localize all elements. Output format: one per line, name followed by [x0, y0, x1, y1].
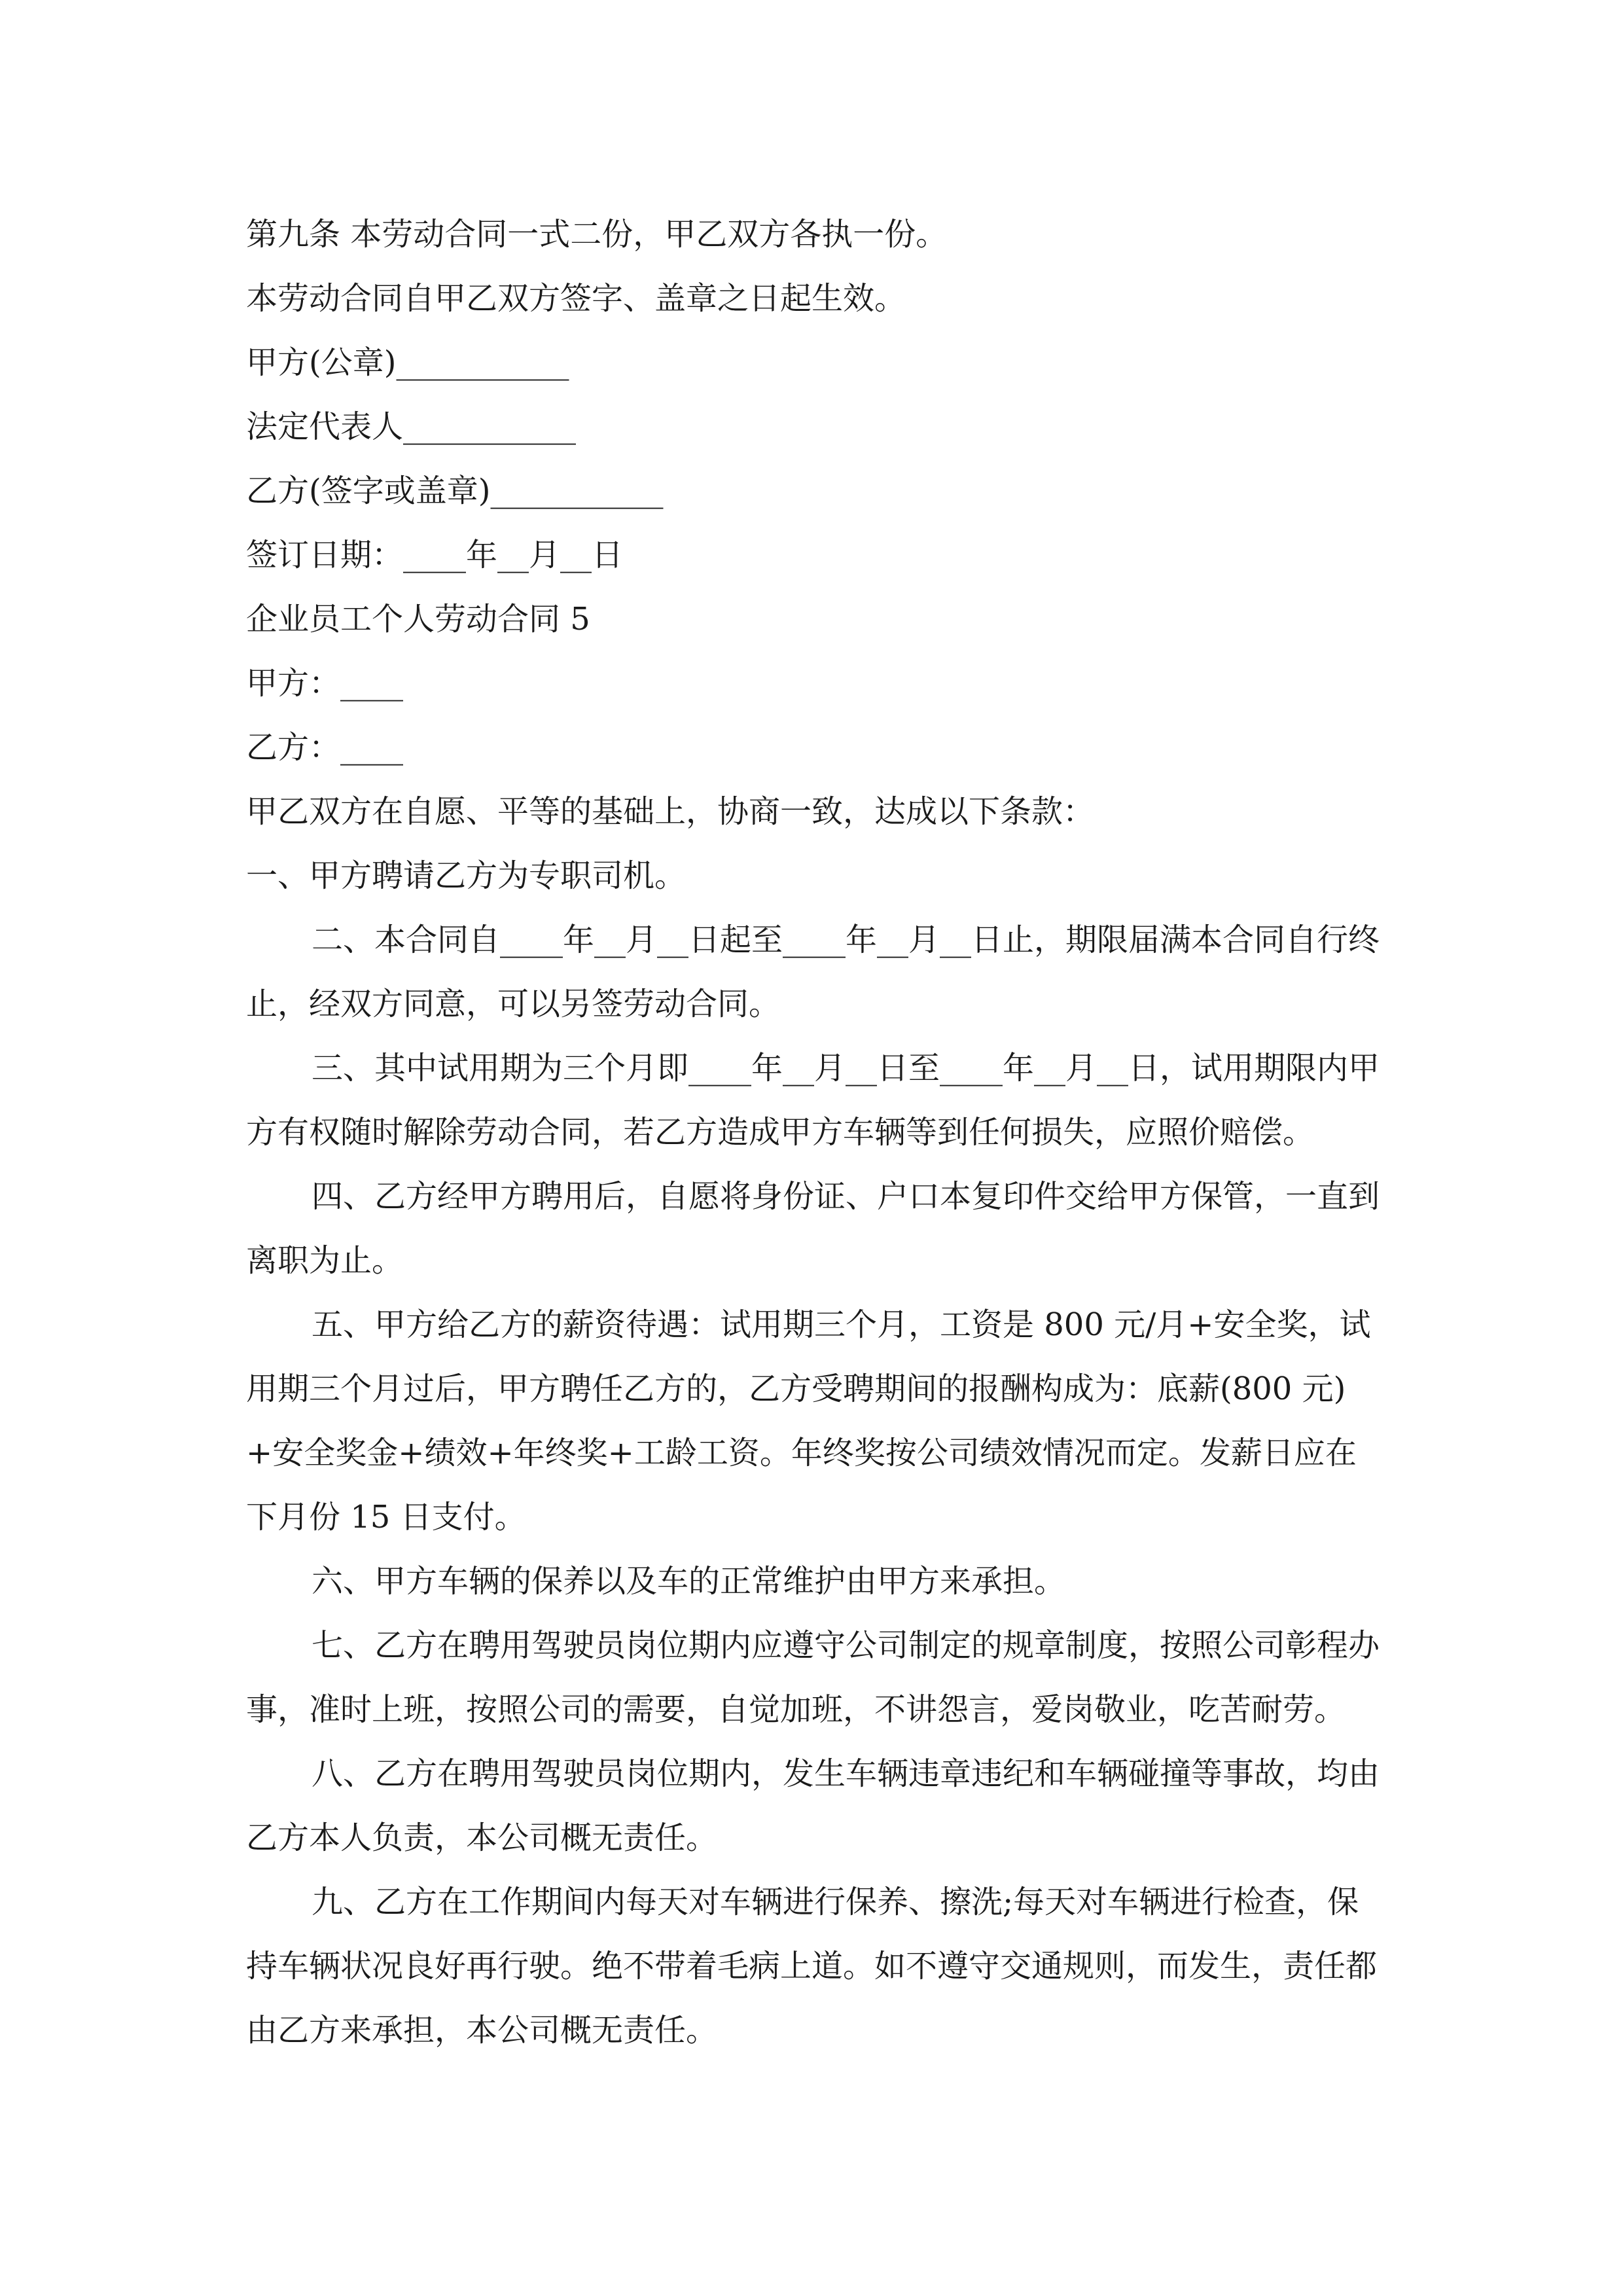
legal-representative-line: 法定代表人___________ [246, 408, 577, 445]
clause-7: 七、乙方在聘用驾驶员岗位期内应遵守公司制定的规章制度，按照公司彰程办事，准时上班，按照公司的需要，自觉加班，不讲怨言，爱岗敬业，吃苦耐劳。 [246, 1627, 1380, 1728]
effective-clause: 本劳动合同自甲乙双方签字、盖章之日起生效。 [246, 280, 906, 317]
clause-2: 二、本合同自____年__月__日起至____年__月__日止，期限届满本合同自行终止，经双方同意，可以另签劳动合同。 [246, 922, 1380, 1022]
party-b-line: 乙方：____ [246, 729, 404, 766]
party-a-seal-line: 甲方(公章)___________ [246, 344, 569, 381]
clause-3: 三、其中试用期为三个月即____年__月__日至____年__月__日，试用期限内甲方有权随时解除劳动合同，若乙方造成甲方车辆等到任何损失，应照价赔偿。 [246, 1050, 1380, 1151]
contract-title: 企业员工个人劳动合同 5 [246, 601, 590, 637]
document-body [246, 202, 1385, 2062]
clause-5: 五、甲方给乙方的薪资待遇：试用期三个月，工资是 800 元/月+安全奖，试用期三个月过后，甲方聘任乙方的，乙方受聘期间的报酬构成为：底薪(800 元)+安全奖金+绩效+年终奖+工龄工资。年终奖按公司绩效情况而定。发薪日应在下月份 15 日支付。 [246, 1306, 1371, 1535]
party-a-line: 甲方：____ [246, 665, 404, 702]
clause-1: 一、甲方聘请乙方为专职司机。 [246, 857, 687, 894]
signing-date-line: 签订日期：____年__月__日 [246, 537, 624, 573]
clause-9: 九、乙方在工作期间内每天对车辆进行保养、擦洗;每天对车辆进行检查，保持车辆状况良好再行驶。绝不带着毛病上道。如不遵守交通规则，而发生，责任都由乙方来承担，本公司概无责任。 [246, 1884, 1378, 2049]
clause-4: 四、乙方经甲方聘用后，自愿将身份证、户口本复印件交给甲方保管，一直到离职为止。 [246, 1178, 1380, 1279]
preamble: 甲乙双方在自愿、平等的基础上，协商一致，达成以下条款： [246, 793, 1095, 830]
clause-8: 八、乙方在聘用驾驶员岗位期内，发生车辆违章违纪和车辆碰撞等事故，均由乙方本人负责，本公司概无责任。 [246, 1755, 1380, 1856]
clause-9-copies: 第九条 本劳动合同一式二份，甲乙双方各执一份。 [246, 216, 948, 253]
clause-6: 六、甲方车辆的保养以及车的正常维护由甲方来承担。 [312, 1563, 1066, 1600]
party-b-signature-line: 乙方(签字或盖章)___________ [246, 473, 664, 509]
